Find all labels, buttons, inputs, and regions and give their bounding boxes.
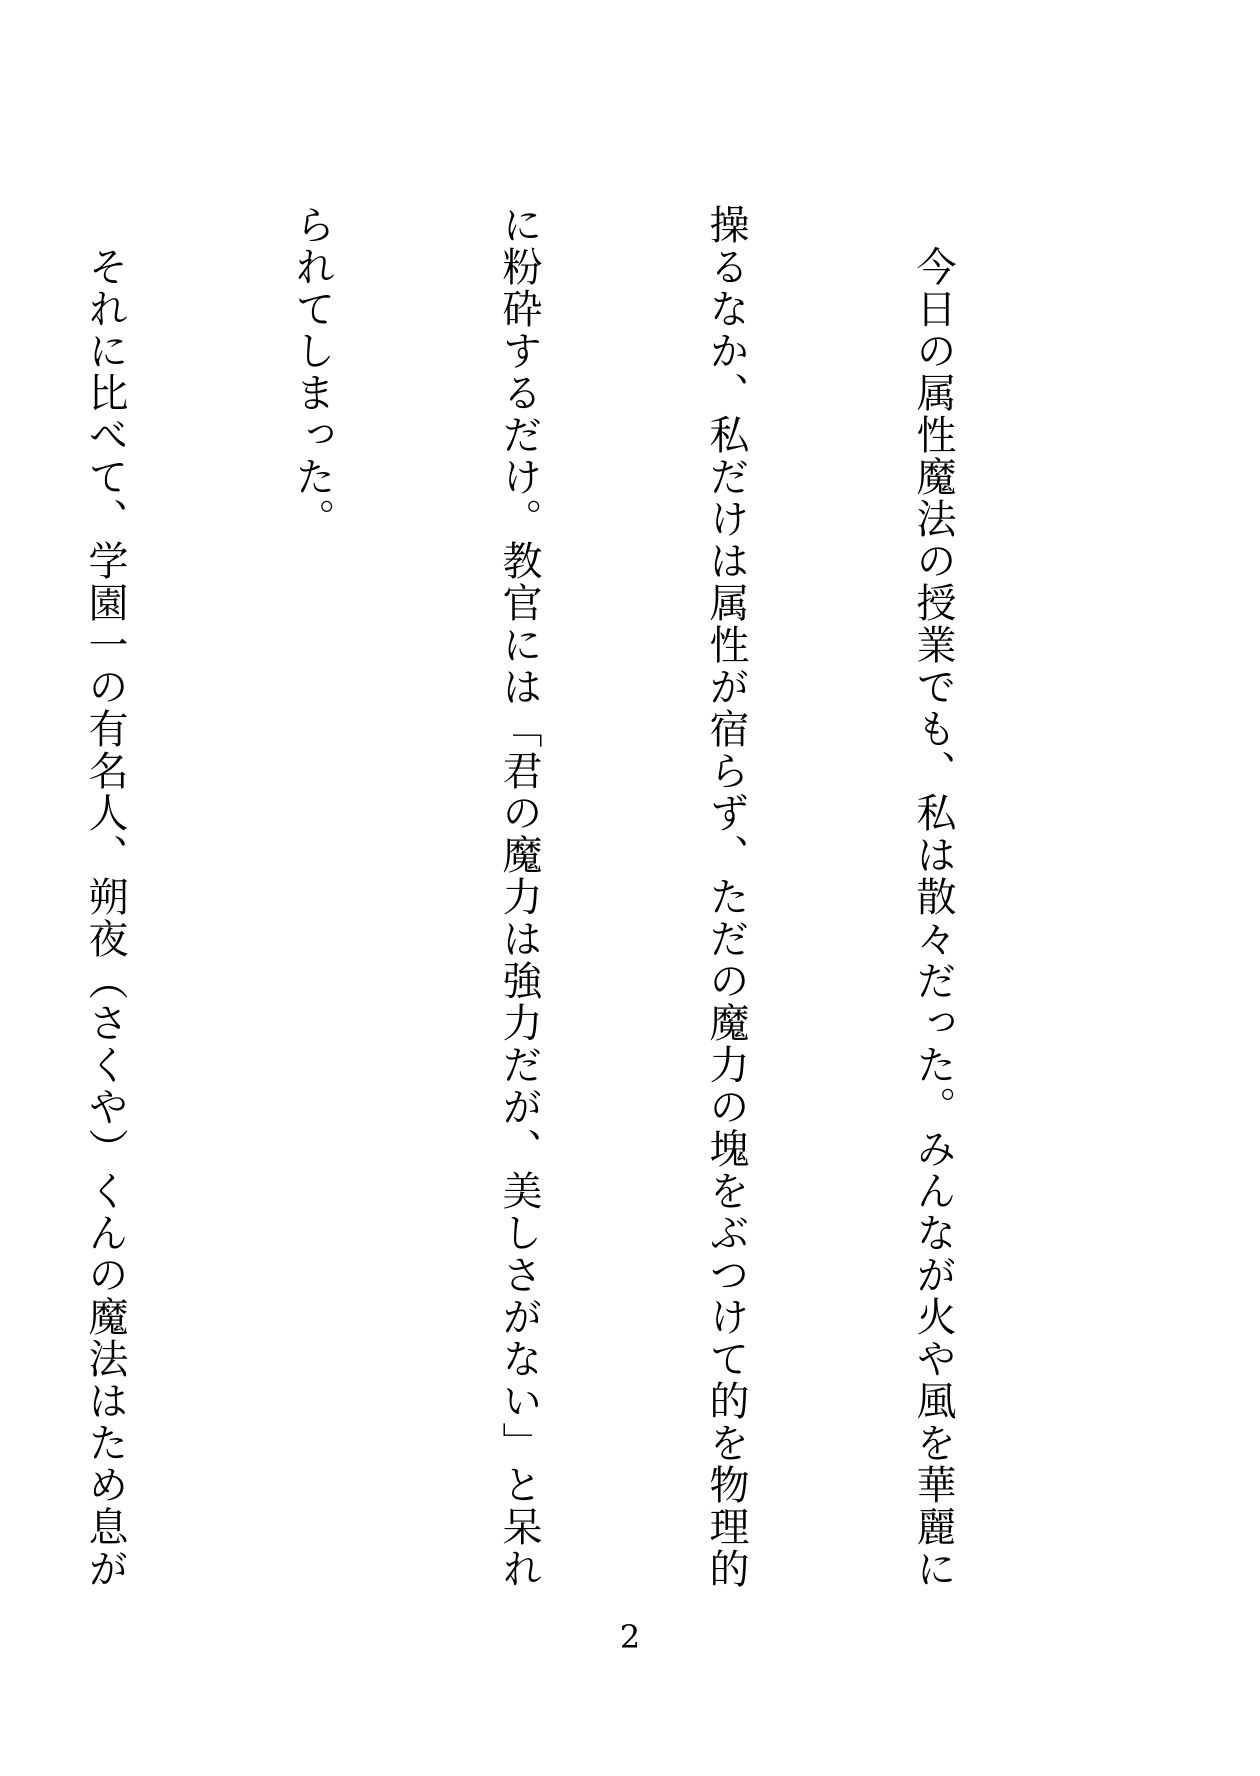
text-line: られてしまった。 bbox=[289, 204, 335, 540]
body-text bbox=[0, 204, 1105, 1634]
page-number: 2 bbox=[619, 1618, 641, 1656]
text-line: それに比べて、学園一の有名人、朔夜（さくや）くんの魔法はため息が bbox=[82, 246, 128, 1590]
text-line: 操るなか、私だけは属性が宿らず、ただの魔力の塊をぶつけて的を物理的 bbox=[703, 204, 749, 1590]
text-line: に粉砕するだけ。教官には「君の魔力は強力だが、美しさがない」と呆れ bbox=[496, 204, 542, 1590]
text-line: 今日の属性魔法の授業でも、私は散々だった。みんなが火や風を華麗に bbox=[910, 246, 956, 1590]
